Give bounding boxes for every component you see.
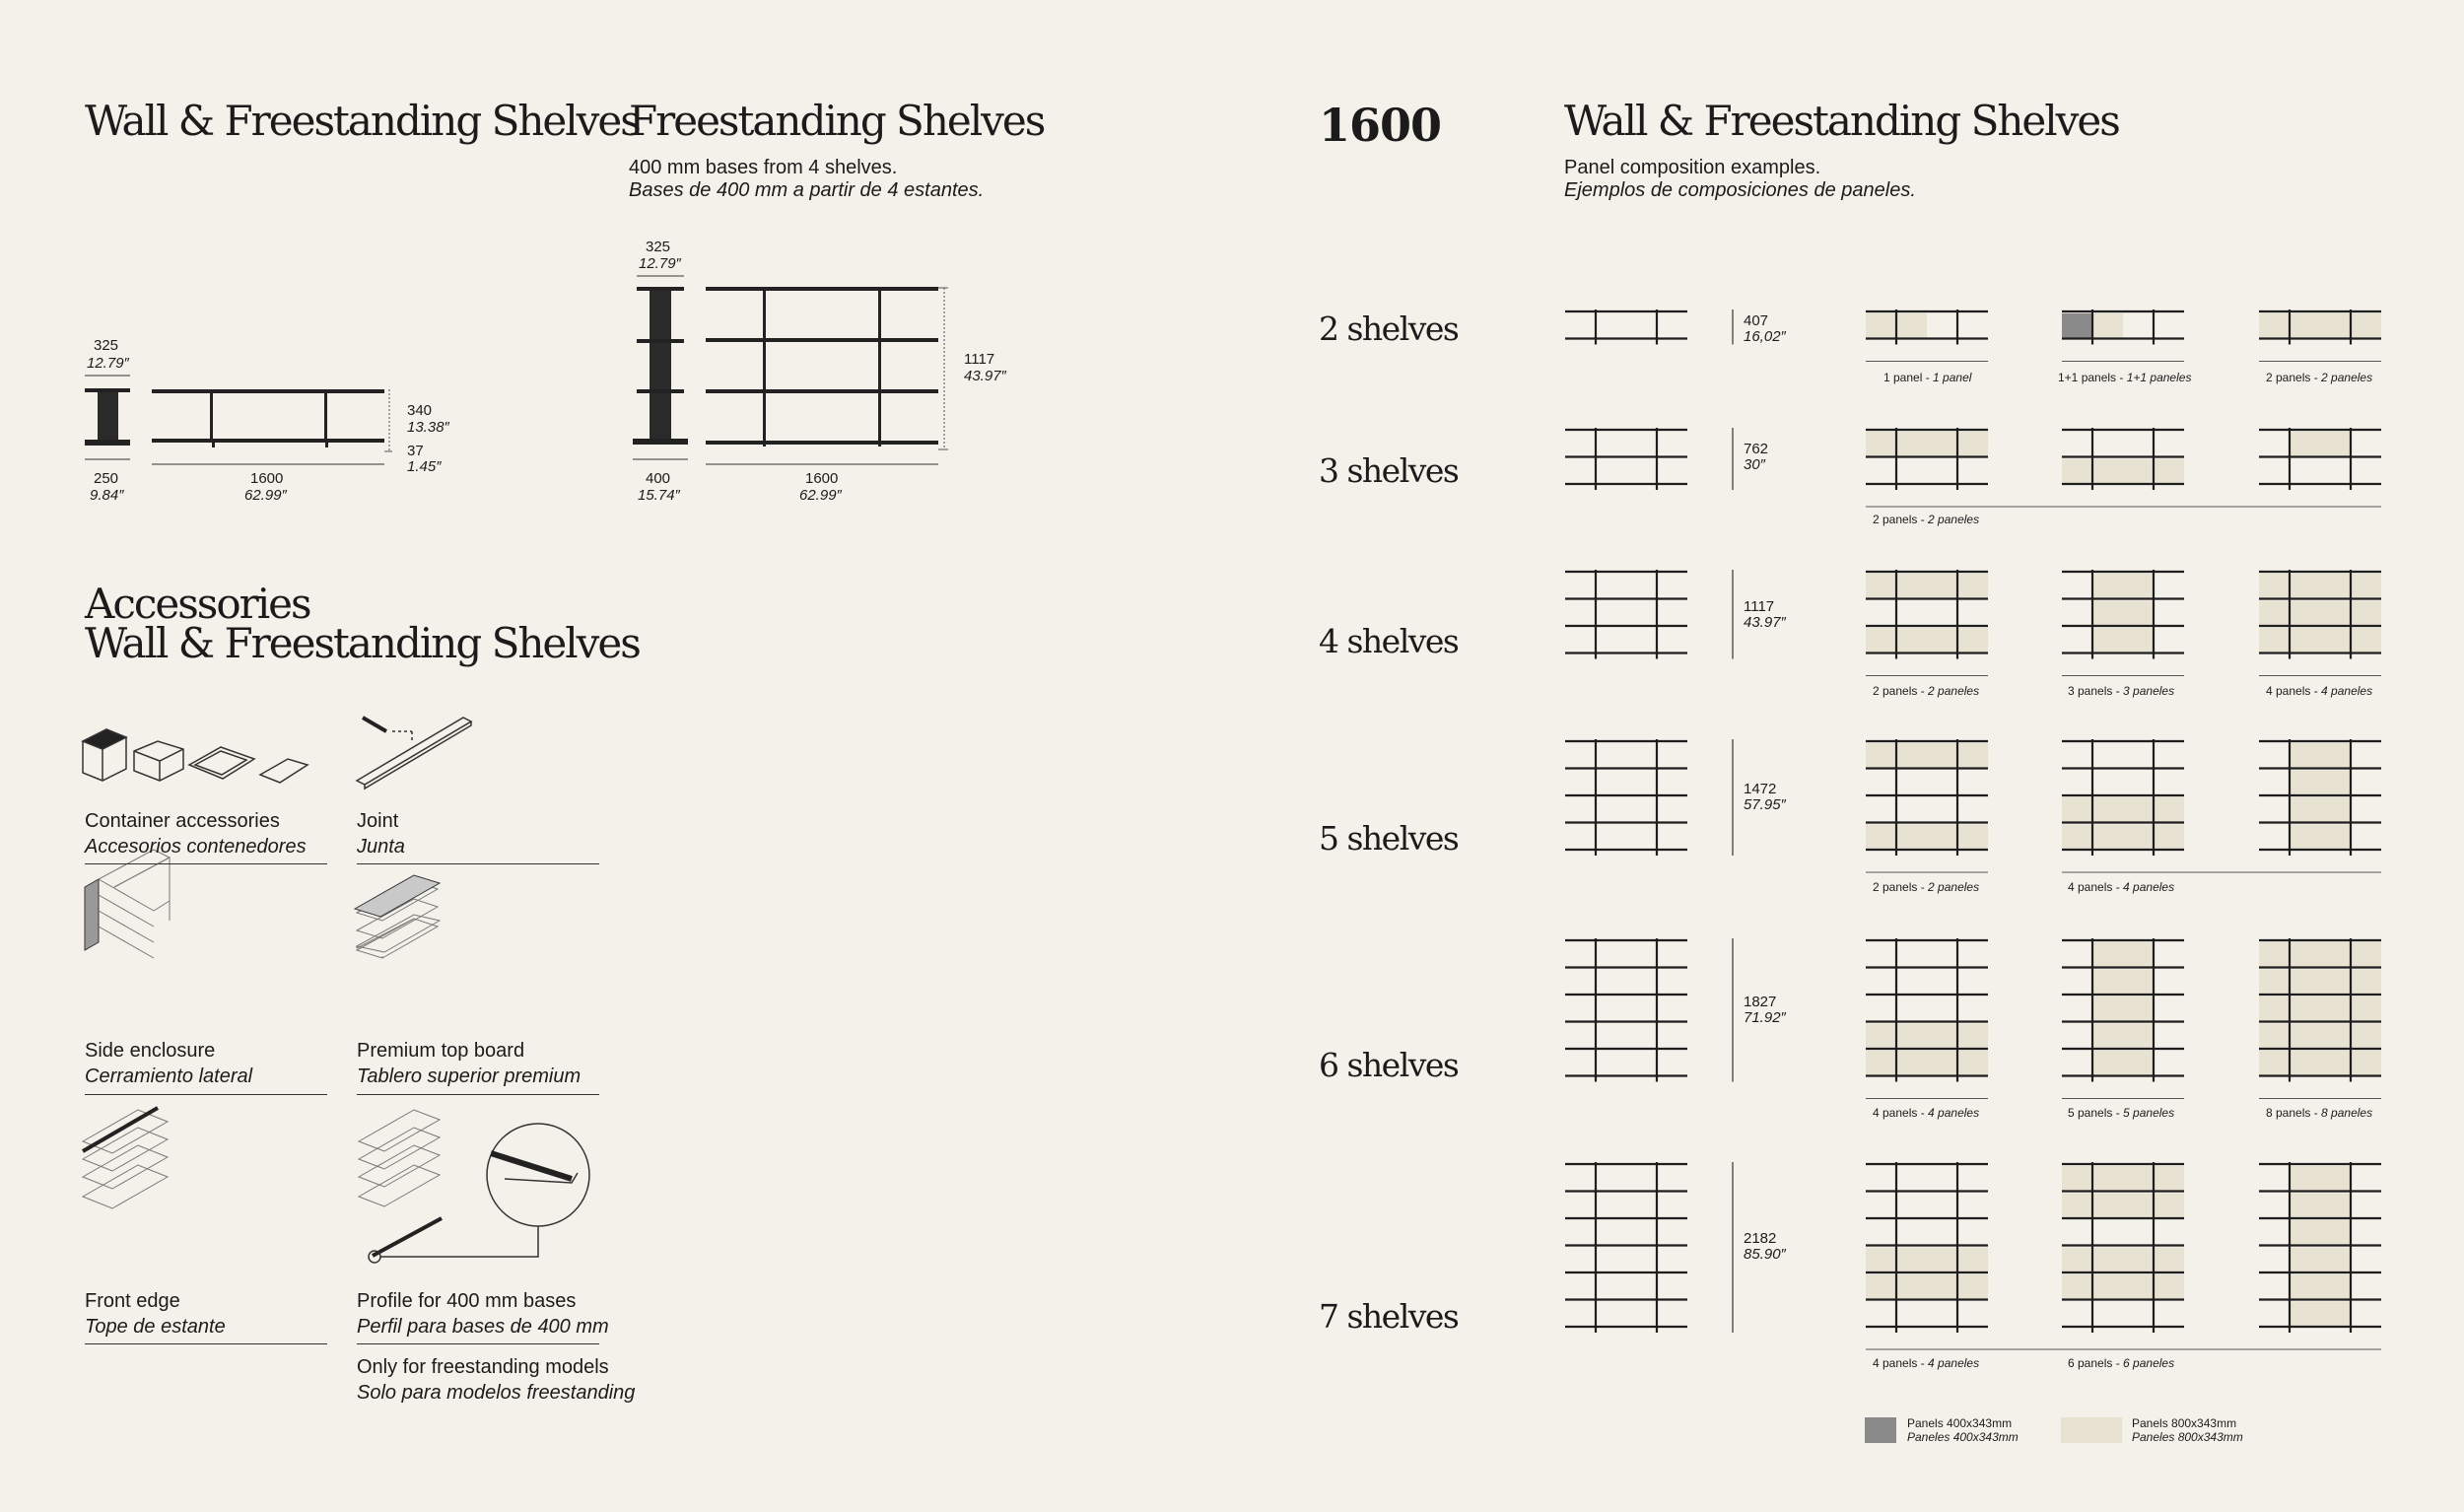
row7-height-mm: 2182 bbox=[1744, 1230, 1777, 1247]
legend-swatch-800 bbox=[2061, 1417, 2122, 1443]
caption: 1+1 panels - 1+1 paneles bbox=[2058, 371, 2192, 384]
right-subtitle-es: Ejemplos de composiciones de paneles. bbox=[1564, 179, 1916, 201]
row6-height-in: 71.92″ bbox=[1744, 1009, 1786, 1026]
shelf-composition bbox=[2259, 428, 2381, 490]
wall-height-mm: 340 bbox=[407, 402, 433, 419]
caption: 2 panels - 2 paneles bbox=[1873, 880, 1980, 894]
acc-front-en: Front edge bbox=[85, 1290, 180, 1312]
row-label-2: 2 shelves bbox=[1319, 309, 1459, 348]
wall-base-in: 9.84″ bbox=[90, 487, 124, 504]
row2-height-mm: 407 bbox=[1744, 312, 1769, 329]
shelf-composition bbox=[2062, 1162, 2184, 1333]
shelf-base-unit bbox=[1565, 938, 1687, 1082]
acc-side-en: Side enclosure bbox=[85, 1040, 216, 1062]
fs-depth-mm: 325 bbox=[646, 239, 671, 255]
accessories-title-line1: Accessories bbox=[85, 580, 310, 628]
caption: 2 panels - 2 paneles bbox=[2266, 371, 2373, 384]
caption: 4 panels - 4 paneles bbox=[2266, 684, 2373, 698]
acc-joint-en: Joint bbox=[357, 810, 399, 832]
legend-800-en: Panels 800x343mm bbox=[2132, 1416, 2237, 1430]
shelf-composition bbox=[1866, 428, 1988, 490]
shelf-composition bbox=[1866, 1162, 1988, 1333]
shelf-composition bbox=[2259, 1162, 2381, 1333]
shelf-base-unit bbox=[1565, 1162, 1687, 1333]
shelf-composition bbox=[2062, 428, 2184, 490]
row7-height-in: 85.90″ bbox=[1744, 1246, 1786, 1263]
row-label-3: 3 shelves bbox=[1319, 451, 1459, 490]
freestanding-subtitle-es: Bases de 400 mm a partir de 4 estantes. bbox=[629, 179, 985, 201]
caption: 2 panels - 2 paneles bbox=[1873, 684, 1980, 698]
caption: 5 panels - 5 paneles bbox=[2068, 1106, 2175, 1120]
shelf-base-unit bbox=[1565, 428, 1687, 490]
legend-400-en: Panels 400x343mm bbox=[1907, 1416, 2013, 1430]
shelf-composition bbox=[2259, 739, 2381, 856]
shelf-composition bbox=[1866, 309, 1988, 345]
freestanding-subtitle-en: 400 mm bases from 4 shelves. bbox=[629, 157, 898, 178]
acc-front-es: Tope de estante bbox=[85, 1316, 226, 1338]
shelf-composition bbox=[2259, 570, 2381, 659]
row-label-6: 6 shelves bbox=[1319, 1046, 1459, 1084]
fs-base-mm: 400 bbox=[646, 470, 671, 487]
wall-foot-mm: 37 bbox=[407, 443, 424, 459]
fs-height-in: 43.97″ bbox=[964, 368, 1006, 384]
fs-depth-in: 12.79″ bbox=[639, 255, 681, 272]
wall-depth-in: 12.79″ bbox=[87, 355, 129, 372]
wall-foot-in: 1.45″ bbox=[407, 458, 442, 475]
shelf-composition bbox=[2062, 309, 2184, 345]
fs-height-mm: 1117 bbox=[964, 351, 995, 368]
row3-height-in: 30″ bbox=[1744, 456, 1765, 473]
shelf-base-unit bbox=[1565, 739, 1687, 856]
fs-base-in: 15.74″ bbox=[638, 487, 680, 504]
caption: 2 panels - 2 paneles bbox=[1873, 513, 1980, 526]
freestanding-title: Freestanding Shelves bbox=[629, 97, 1045, 145]
shelf-composition bbox=[1866, 938, 1988, 1082]
acc-container-es: Accesorios contenedores bbox=[85, 836, 307, 858]
shelf-composition bbox=[2062, 739, 2184, 856]
row-label-5: 5 shelves bbox=[1319, 819, 1459, 858]
acc-side-es: Cerramiento lateral bbox=[85, 1065, 253, 1087]
shelf-composition bbox=[2259, 309, 2381, 345]
shelf-composition bbox=[1866, 570, 1988, 659]
row5-height-in: 57.95″ bbox=[1744, 796, 1786, 813]
acc-profile-en: Profile for 400 mm bases bbox=[357, 1290, 577, 1312]
size-number: 1600 bbox=[1319, 99, 1442, 152]
row5-height-mm: 1472 bbox=[1744, 781, 1777, 797]
legend-800-es: Paneles 800x343mm bbox=[2132, 1430, 2243, 1444]
caption: 6 panels - 6 paneles bbox=[2068, 1356, 2175, 1370]
wall-height-in: 13.38″ bbox=[407, 419, 449, 436]
row6-height-mm: 1827 bbox=[1744, 994, 1777, 1010]
caption: 8 panels - 8 paneles bbox=[2266, 1106, 2373, 1120]
wall-length-mm: 1600 bbox=[250, 470, 284, 487]
wall-depth-mm: 325 bbox=[94, 337, 119, 354]
caption: 4 panels - 4 paneles bbox=[1873, 1356, 1980, 1370]
caption: 1 panel - 1 panel bbox=[1883, 371, 1972, 384]
fs-length-in: 62.99″ bbox=[799, 487, 842, 504]
shelf-composition bbox=[2062, 938, 2184, 1082]
main-title: Wall & Freestanding Shelves bbox=[85, 97, 640, 145]
row4-height-in: 43.97″ bbox=[1744, 614, 1786, 631]
acc-premium-es: Tablero superior premium bbox=[357, 1065, 582, 1087]
caption: 3 panels - 3 paneles bbox=[2068, 684, 2175, 698]
accessories-title-line2: Wall & Freestanding Shelves bbox=[85, 619, 640, 667]
shelf-base-unit bbox=[1565, 570, 1687, 659]
row3-height-mm: 762 bbox=[1744, 441, 1769, 457]
caption: 4 panels - 4 paneles bbox=[2068, 880, 2175, 894]
shelf-base-unit bbox=[1565, 309, 1687, 345]
legend-400-es: Paneles 400x343mm bbox=[1907, 1430, 2019, 1444]
right-title: Wall & Freestanding Shelves bbox=[1564, 97, 2119, 145]
shelf-composition bbox=[2062, 570, 2184, 659]
acc-container-en: Container accessories bbox=[85, 810, 280, 832]
row2-height-in: 16,02″ bbox=[1744, 328, 1786, 345]
acc-note-en: Only for freestanding models bbox=[357, 1356, 609, 1378]
caption: 4 panels - 4 paneles bbox=[1873, 1106, 1980, 1120]
shelf-composition bbox=[2259, 938, 2381, 1082]
wall-length-in: 62.99″ bbox=[244, 487, 287, 504]
right-subtitle-en: Panel composition examples. bbox=[1564, 157, 1821, 178]
shelf-composition bbox=[1866, 739, 1988, 856]
row4-height-mm: 1117 bbox=[1744, 598, 1775, 615]
acc-joint-es: Junta bbox=[357, 836, 405, 858]
wall-base-mm: 250 bbox=[94, 470, 119, 487]
acc-note-es: Solo para modelos freestanding bbox=[357, 1382, 636, 1404]
legend-swatch-400 bbox=[1865, 1417, 1896, 1443]
row-label-4: 4 shelves bbox=[1319, 622, 1459, 660]
acc-profile-es: Perfil para bases de 400 mm bbox=[357, 1316, 609, 1338]
acc-premium-en: Premium top board bbox=[357, 1040, 525, 1062]
row-label-7: 7 shelves bbox=[1319, 1297, 1459, 1336]
fs-length-mm: 1600 bbox=[805, 470, 839, 487]
